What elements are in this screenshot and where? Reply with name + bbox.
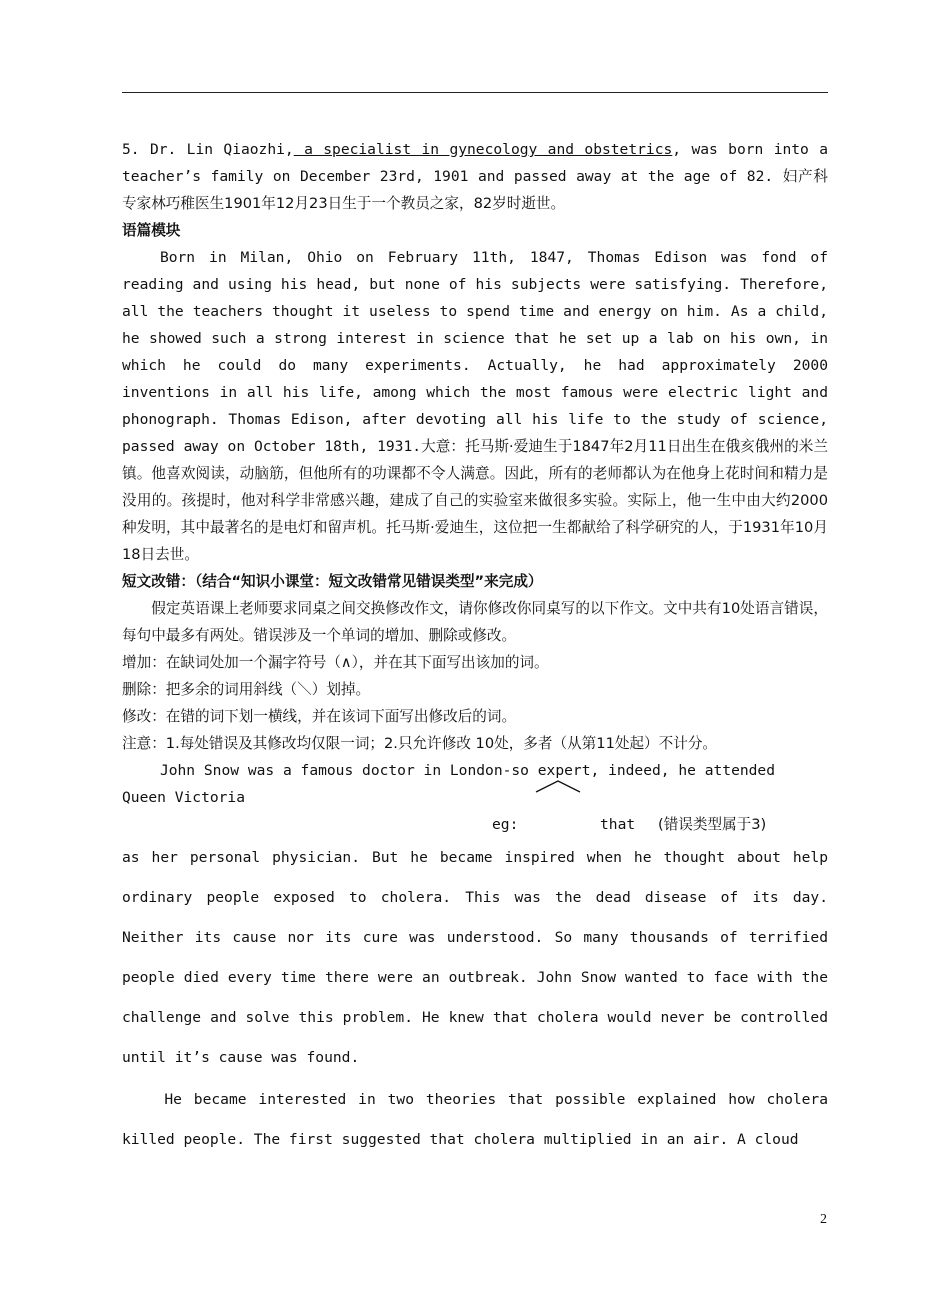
essay-paragraph-1: as her personal physician. But he became inspired when he thought about help ordinary people exposed to cholera. This was the dead disease of its day. Neither its cause nor its cure was understood. So many thousands of terrified people died every time there were an outbreak. John Snow wanted to face with the challenge and solve this problem. He knew that cholera would never be controlled until it’s cause was found. bbox=[122, 849, 828, 1066]
item-5 bbox=[122, 136, 828, 217]
rule-modify: 修改：在错的词下划一横线，并在该词下面写出修改后的词。 bbox=[122, 708, 517, 725]
item-5-rest: , was born into a teacher’s family on December 23rd, 1901 and passed away at the age of 82. bbox=[122, 141, 829, 185]
passage-english bbox=[122, 244, 828, 568]
example-line bbox=[122, 811, 828, 838]
insertion-caret-icon bbox=[534, 778, 586, 796]
essay-line-2: Queen Victoria bbox=[122, 789, 246, 806]
eg-label: eg: bbox=[492, 816, 519, 833]
rule-add: 增加：在缺词处加一个漏字符号（∧），并在其下面写出该加的词。 bbox=[122, 654, 549, 671]
page-number: 2 bbox=[820, 1212, 827, 1227]
item-5-prefix: 5. Dr. Lin Qiaozhi, bbox=[122, 141, 294, 158]
page-content bbox=[122, 136, 828, 1160]
rule-delete: 删除：把多余的词用斜线（＼）划掉。 bbox=[122, 681, 371, 698]
essay-line-1-before: John Snow was a famous doctor in London-so bbox=[159, 762, 538, 779]
marked-word bbox=[538, 762, 600, 779]
header-rule bbox=[122, 92, 828, 93]
item-5-underlined-phrase: a specialist in gynecology and obstetrics bbox=[293, 141, 673, 158]
eg-word: that bbox=[600, 816, 636, 833]
marked-word-text: expert, bbox=[537, 762, 600, 779]
passage-english-text: Born in Milan, Ohio on February 11th, 1847, Thomas Edison was fond of reading and using his head, but none of his subjects were satisfying. Therefore, all the teachers thought it useless to spend time and energy on him. As a child, he showed such a strong interest in science that he set up a lab on his own, in which he could do many experiments. Actually, he had approximately 2000 inventions in all his life, among which the most famous were electric light and phonograph. Thomas Edison, after devoting all his life to the study of science, passed away on October 18th, 1931. bbox=[122, 249, 828, 455]
passage-module-heading: 语篇模块 bbox=[122, 222, 181, 239]
essay-line-1-after: indeed, he attended bbox=[599, 762, 776, 779]
essay-line-1 bbox=[122, 757, 828, 784]
error-correction-heading: 短文改错：（结合“知识小课堂：短文改错常见错误类型”来完成） bbox=[122, 573, 543, 590]
item-5-translation: 妇产科专家林巧稚医生1901年12月23日生于一个教员之家，82岁时逝世。 bbox=[122, 168, 828, 212]
eg-note: (错误类型属于3) bbox=[658, 816, 767, 833]
passage-summary: 大意：托马斯·爱迪生于1847年2月11日出生在俄亥俄州的米兰镇。他喜欢阅读，动脑筋，但他所有的功课都不令人满意。因此，所有的老师都认为在他身上花时间和精力是没用的。孩提时，他对科学非常感兴趣，建成了自己的实验室来做很多实验。实际上，他一生中由大约2000种发明，其中最著名的是电灯和留声机。托马斯·爱迪生，这位把一生都献给了科学研究的人，于1931年10月18日去世。 bbox=[122, 438, 829, 563]
essay-paragraph-2: He became interested in two theories that possible explained how cholera killed people. The first suggested that cholera multiplied in an air. A cloud bbox=[122, 1091, 828, 1148]
error-correction-instructions: 假定英语课上老师要求同桌之间交换修改作文，请你修改你同桌写的以下作文。文中共有10处语言错误，每句中最多有两处。错误涉及一个单词的增加、删除或修改。 bbox=[122, 600, 828, 644]
rule-note: 注意：1.每处错误及其修改均仅限一词；2.只允许修改 10处，多者（从第11处起）不计分。 bbox=[122, 735, 718, 752]
